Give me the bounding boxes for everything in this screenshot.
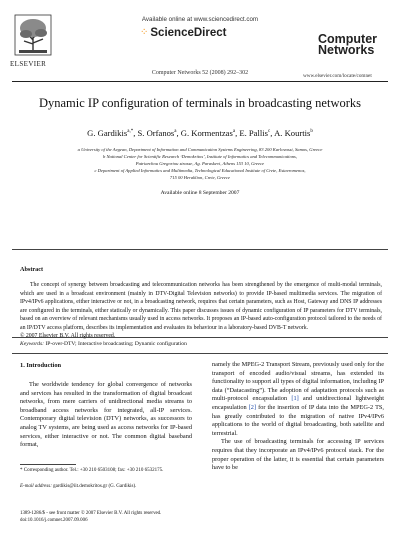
author[interactable]: G. Kormentzas$^a$ [180,128,236,138]
right-column-text: namely the MPEG-2 Transport Stream, previously used only for the transport of encoded audio/visual streams, has extended its functionality to support all types of digital information, including IP data (“Datacasting”). The adoption of adaptation protocols such as multi-protocol encapsulation [1] and unidirectional lightweight encapsulation [2] for the insertion of IP data into the MPEG-2 TS, has greatly contributed to the migration of native IPv4/IPv6 applications to the world of digital broadcasting, both satellite and terrestrial. The use of broadcasting terminals for accessing IP services requires that they incorporate an IPv4/IPv6 protocol stack. For the proper operation of the latter, it is essential that certain parameters have to be [212,361,385,472]
keywords-list: IP-over-DTV; Interactive broadcasting; Dynamic configuration [45,341,187,347]
affiliation: c Department of Applied Informatics and Multimedia, Technological Educational Institute of Crete, Estavromenos, [94,168,306,173]
email-label: E-mail address: [20,484,52,489]
abstract-top-rule [12,249,388,250]
abstract-heading: Abstract [20,266,44,273]
available-online-link[interactable]: Available online at www.sciencedirect.com [141,16,259,23]
sciencedirect-wordmark: ScienceDirect [150,27,227,39]
author[interactable]: A. Kourtis$^b$ [274,128,313,138]
doi-line[interactable]: doi:10.1016/j.comnet.2007.09.006 [20,517,88,523]
author[interactable]: G. Gardikis$^{a,*}$ [87,128,134,138]
left-column-text: The worldwide tendency for global convergence of networks and services has resulted in the transformation of digital broadcast networks, from mere carriers of unidirectional media streams to broadband access networks for integrated, all-IP services. Contemporary digital television (DTV) networks, as successors to analog TV systems, are being used as access networks for IP-based services, either interactive or not. The common digital baseband format, [20,381,192,449]
author-list: G. Gardikis$^{a,*}$, S. Orfanos$^a$, G. Kormentzas$^a$, E. Pallis$^c$, A. Kourtis$^b$ [87,128,313,138]
keywords-label: Keywords: [20,341,45,347]
author[interactable]: E. Pallis$^c$ [239,128,271,138]
article-title: Dynamic IP configuration of terminals in broadcasting networks [38,96,362,110]
journal-logo [318,34,377,56]
copyright: © 2007 Elsevier B.V. All rights reserved. [20,333,116,339]
issn-line: 1389-1286/$ - see front matter © 2007 Elsevier B.V. All rights reserved. [20,511,162,516]
journal-url[interactable]: www.elsevier.com/locate/comnet [303,73,372,79]
keywords [20,341,187,347]
sciencedirect-dots-icon: ⁘ [140,27,148,38]
affiliation: 715 00 Heraklion, Crete, Greece [169,175,231,180]
author[interactable]: S. Orfanos$^a$ [137,128,177,138]
affiliation: Patriarchou Gregoriou strasse, Ag. Paraskevi, Athens 153 10, Greece [135,161,265,166]
footnote-email [20,483,200,490]
available-online-date: Available online 8 September 2007 [160,190,240,196]
journal-reference: Computer Networks 52 (2008) 292–302 [151,70,249,76]
footnote-rule [20,464,76,465]
affiliation: b National Center for Scientific Research ‘Demokritos’, Institute of Informatics and Telecommunications, [103,154,297,159]
keywords-rule [12,353,388,354]
publisher-name: ELSEVIER [10,60,47,68]
affiliation: a University of the Aegean, Department of Information and Communication Systems Engineering, 83 200 Karlovassi, Samos, Greece [77,147,323,152]
header-rule [12,81,388,82]
section-heading: 1. Introduction [20,362,62,369]
abstract-bottom-rule [12,337,388,338]
footnote-corresponding: * Corresponding author. Tel.: +30 210 6503108; fax: +30 210 6532175. [20,468,164,473]
email-link[interactable]: gardikis@iit.demokritos.gr (G. Gardikis). [53,484,137,489]
journal-logo-line2: Networks [318,43,375,57]
journal-logo-line1: Computer [318,32,378,46]
abstract-body: The concept of synergy between broadcasting and telecommunication networks has been strengthened by the emergence of multi-modal terminals, which are used in a broadcast environment (mainly in DTV-Digital Television networks) to provide IP-based multimedia services. The migration of IPv4/IPv6 applications, either interactive or not, in a broadcasting network, requires that certain parameters, such as Host, Gateway and DNS IP addresses are configured in the terminals, either statically or dynamically. This paper discusses issues of dynamic configuration of IP parameters for DTV terminals, based on an overview of relevant mechanisms usually used in access networks. It proposes an IP-based auto-configuration protocol tailored to the needs of an IP/DTV access platform, describes its implementation and evaluates its behaviour in a laboratory-based DVB-T network. © 2007 Elsevier B.V. All rights reserved. [20,282,382,339]
front-matter-info [20,511,200,525]
citation-link[interactable]: [1] [291,395,299,403]
sciencedirect-logo [140,27,226,39]
citation-link[interactable]: [2] [248,403,257,411]
